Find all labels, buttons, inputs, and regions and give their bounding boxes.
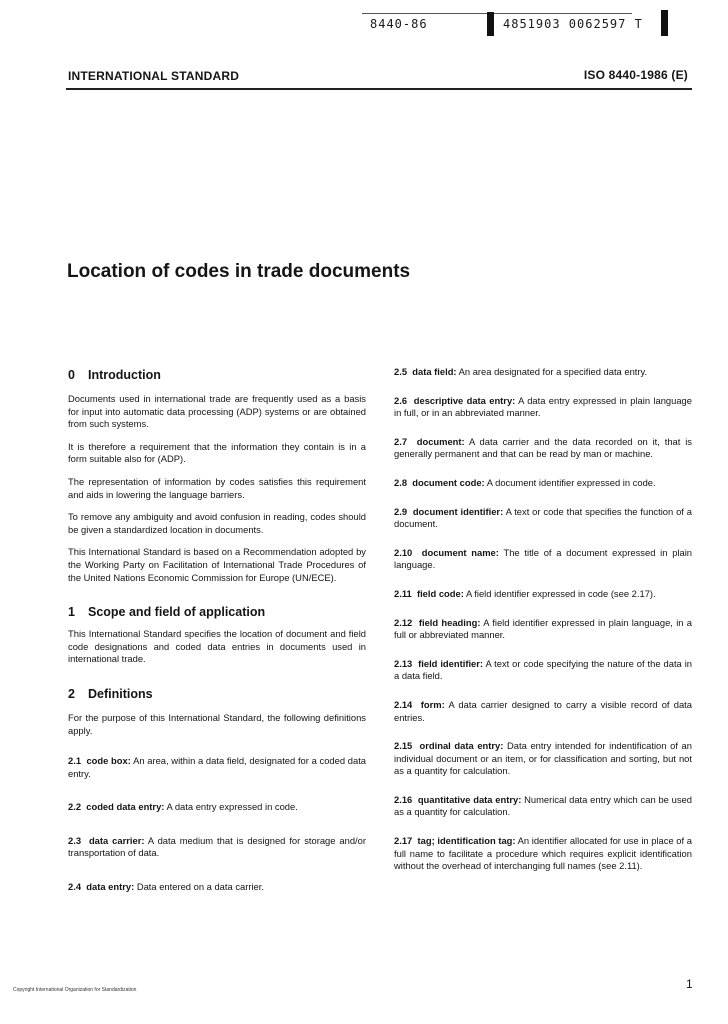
definition-item — [68, 755, 366, 780]
left-column — [68, 367, 366, 894]
definition-item — [394, 658, 692, 683]
header-left: INTERNATIONAL STANDARD — [68, 69, 240, 83]
definition-number: 2.5 — [394, 366, 408, 377]
definition-number: 2.1 — [68, 755, 82, 767]
header-right: ISO 8440-1986 (E) — [583, 68, 688, 82]
intro-para-3: The representation of information by codes satisfies this requirement and aids in lowering the language barriers. — [68, 475, 366, 500]
definition-item — [394, 617, 692, 642]
definition-number: 2.14 — [394, 698, 413, 710]
definition-term: field heading: — [418, 616, 481, 628]
definition-text: A data carrier and the data recorded on it, that is generally permanent and that can be read by man or machine. — [394, 435, 692, 460]
definition-item — [394, 547, 692, 572]
stamp-bar-left — [487, 12, 494, 36]
definition-item — [394, 588, 692, 601]
definition-number: 2.17 — [394, 835, 413, 847]
definition-term: ordinal data entry: — [419, 740, 504, 752]
definition-text: A document identifier expressed in code. — [486, 476, 656, 488]
stamp-right-code: 4851903 0062597 T — [503, 17, 643, 31]
scope-heading-num: 1 — [68, 605, 75, 620]
intro-heading-num: 0 — [68, 368, 75, 382]
definition-number: 2.15 — [394, 740, 413, 752]
definitions-heading — [68, 686, 366, 702]
definition-number: 2.8 — [394, 476, 408, 488]
definition-term: form: — [420, 698, 445, 710]
definition-item — [394, 366, 692, 379]
definition-term: quantitative data entry: — [417, 793, 522, 805]
definition-number: 2.3 — [68, 834, 82, 846]
stamp-bar-right — [661, 10, 668, 36]
definition-number: 2.13 — [394, 657, 413, 669]
definition-item — [394, 699, 692, 724]
definition-term: field identifier: — [418, 657, 484, 669]
definition-text: A data entry expressed in code. — [166, 801, 298, 813]
definitions-heading-text: Definitions — [88, 686, 153, 701]
definition-term: tag; identification tag: — [417, 835, 516, 847]
definition-number: 2.7 — [394, 435, 408, 447]
definition-number: 2.16 — [394, 793, 413, 805]
definition-text: A field identifier expressed in code (see 2.17). — [465, 587, 656, 599]
definition-text: A text or code that specifies the function of a document. — [394, 505, 693, 530]
header-rule — [66, 88, 692, 90]
definition-term: coded data entry: — [86, 801, 165, 813]
intro-para-5: This International Standard is based on a Recommendation adopted by the Working Party on Facilitation of International Trade Procedures of the United Nations Economic Commission for Europe (UN/ECE). — [68, 546, 366, 583]
definition-number: 2.9 — [394, 505, 408, 517]
definition-text: An area, within a data field, designated for a coded data entry. — [68, 755, 367, 779]
definition-item — [394, 506, 692, 531]
definition-item — [68, 835, 366, 860]
definition-number: 2.2 — [68, 801, 82, 813]
definition-term: data carrier: — [88, 834, 145, 846]
definition-term: document identifier: — [412, 505, 504, 517]
right-column — [394, 366, 692, 873]
definitions-heading-num: 2 — [68, 686, 75, 701]
definition-item — [394, 835, 692, 873]
definition-number: 2.6 — [394, 394, 408, 406]
intro-para-1: Documents used in international trade are frequently used as a basis for input into automatic data processing (ADP) systems or are obtained from such systems. — [68, 393, 366, 430]
definition-term: data field: — [412, 366, 457, 377]
definition-text: Data entry intended for indentification of an individual document or an item, or for classification and sorting, but not as a quantity for calculation. — [394, 740, 692, 777]
definition-item — [394, 794, 692, 819]
stamp-left-code: 8440-86 — [370, 17, 428, 31]
definition-term: document: — [416, 435, 465, 447]
definition-term: data entry: — [86, 881, 135, 893]
definition-text: An area designated for a specified data entry. — [458, 366, 648, 377]
page-number: 1 — [686, 977, 693, 991]
definition-text: A field identifier expressed in plain language, in a full or abbreviated manner. — [394, 616, 692, 641]
definition-term: descriptive data entry: — [413, 394, 516, 406]
intro-heading — [68, 367, 366, 383]
definition-item — [68, 801, 366, 814]
definition-text: Data entered on a data carrier. — [136, 881, 264, 893]
scope-heading-text: Scope and field of application — [88, 605, 266, 620]
definition-number: 2.12 — [394, 616, 413, 628]
definition-text: The title of a document expressed in plain language. — [394, 546, 692, 571]
definition-text: Numerical data entry which can be used as a quantity for calculation. — [394, 793, 692, 818]
definition-text: An identifier allocated for use in place of a full name to facilitate a procedure which requires explicit identification without the overhead of interchanging full names (see 2.11). — [394, 835, 692, 872]
intro-para-4: To remove any ambiguity and avoid confusion in reading, codes should be given a standardized location in documents. — [68, 511, 366, 535]
intro-para-2: It is therefore a requirement that the information they contain is in a form suitable also for (ADP). — [68, 440, 366, 465]
definition-text: A data carrier designed to carry a visible record of data entries. — [394, 698, 692, 723]
scope-para: This International Standard specifies the location of document and field code designations and coded data entries in documents used in international trade. — [68, 628, 366, 665]
definition-item — [68, 881, 366, 894]
definition-number: 2.4 — [68, 881, 82, 893]
footer-copyright: Copyright International Organization for Standardization — [13, 987, 137, 993]
page-title: Location of codes in trade documents — [67, 261, 411, 282]
intro-heading-text: Introduction — [88, 368, 161, 382]
definition-term: code box: — [86, 755, 131, 767]
definition-item — [394, 477, 692, 490]
definition-text: A data entry expressed in plain language in full, or in an abbreviated manner. — [394, 394, 692, 419]
top-rule — [362, 13, 632, 14]
definition-term: field code: — [416, 587, 464, 599]
definition-item — [394, 740, 692, 778]
definition-item — [394, 436, 692, 461]
definition-term: document code: — [412, 476, 485, 488]
definition-text: A data medium that is designed for storage and/or transportation of data. — [68, 834, 366, 859]
definition-term: document name: — [421, 546, 499, 558]
definition-item — [394, 395, 692, 420]
scope-heading — [68, 604, 366, 620]
definition-text: A text or code specifying the nature of the data in a data field. — [394, 657, 692, 682]
definitions-left-list — [68, 755, 366, 894]
definition-number: 2.10 — [394, 546, 413, 558]
definition-number: 2.11 — [394, 587, 412, 599]
definitions-para: For the purpose of this International Standard, the following definitions apply. — [68, 711, 366, 736]
